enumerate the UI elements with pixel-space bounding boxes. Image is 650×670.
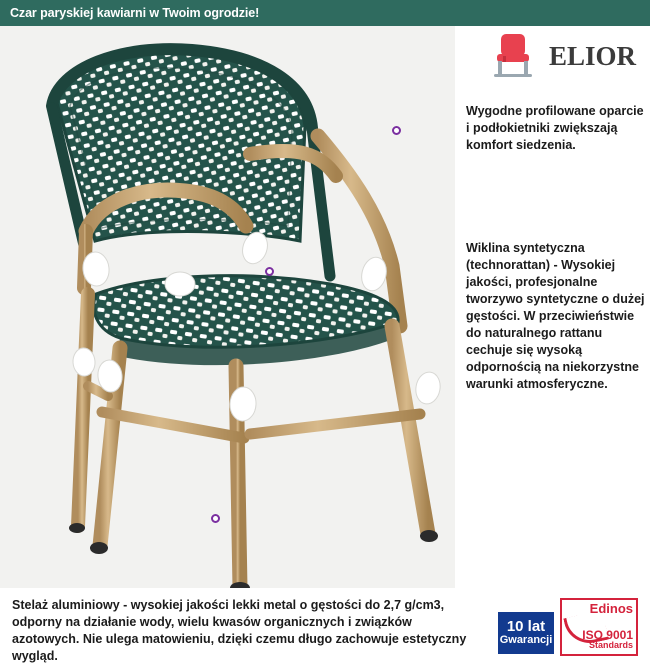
brand-logo-group <box>489 30 636 82</box>
certificate-standard: Standards <box>588 640 633 650</box>
brand-name: ELIOR <box>548 40 636 71</box>
annotation-dot-1 <box>392 126 401 135</box>
annotation-dot-2 <box>265 267 274 276</box>
certificate-badge <box>560 598 638 656</box>
certificate-name: Edinos <box>589 601 633 616</box>
header-bar <box>0 0 650 26</box>
callout-text-rattan: Wiklina syntetyczna (technorattan) - Wysokiej jakości, profesjonalne tworzywo syntetyczne o dużej gęstości. W przeciwieństwie do naturalnego rattanu cechuje się wysoką odpornością na niekorzystne warunki atmosferyczne. <box>466 241 645 391</box>
bottom-description: Stelaż aluminiowy - wysokiej jakości lekki metal o gęstości do 2,7 g/cm3, odporny na działanie wody, wielu kwasów organicznych i związków azotowych. Nie ulega matowieniu, dzięki czemu długo zachowuje estetyczny wygląd. <box>12 598 467 663</box>
callout-text-backrest: Wygodne profilowane oparcie i podłokietniki zwiększają komfort siedzenia. <box>466 104 644 152</box>
warranty-years: 10 lat <box>506 618 546 636</box>
warranty-badge <box>498 612 554 654</box>
certificate-iso: ISO 9001 <box>582 628 633 642</box>
warranty-label: Gwarancji <box>499 634 553 647</box>
red-chair-icon <box>489 30 541 82</box>
page-title: Czar paryskiej kawiarni w Twoim ogrodzie! <box>10 6 260 20</box>
bistro-chair-photo <box>0 26 455 588</box>
annotation-dot-3 <box>211 514 220 523</box>
